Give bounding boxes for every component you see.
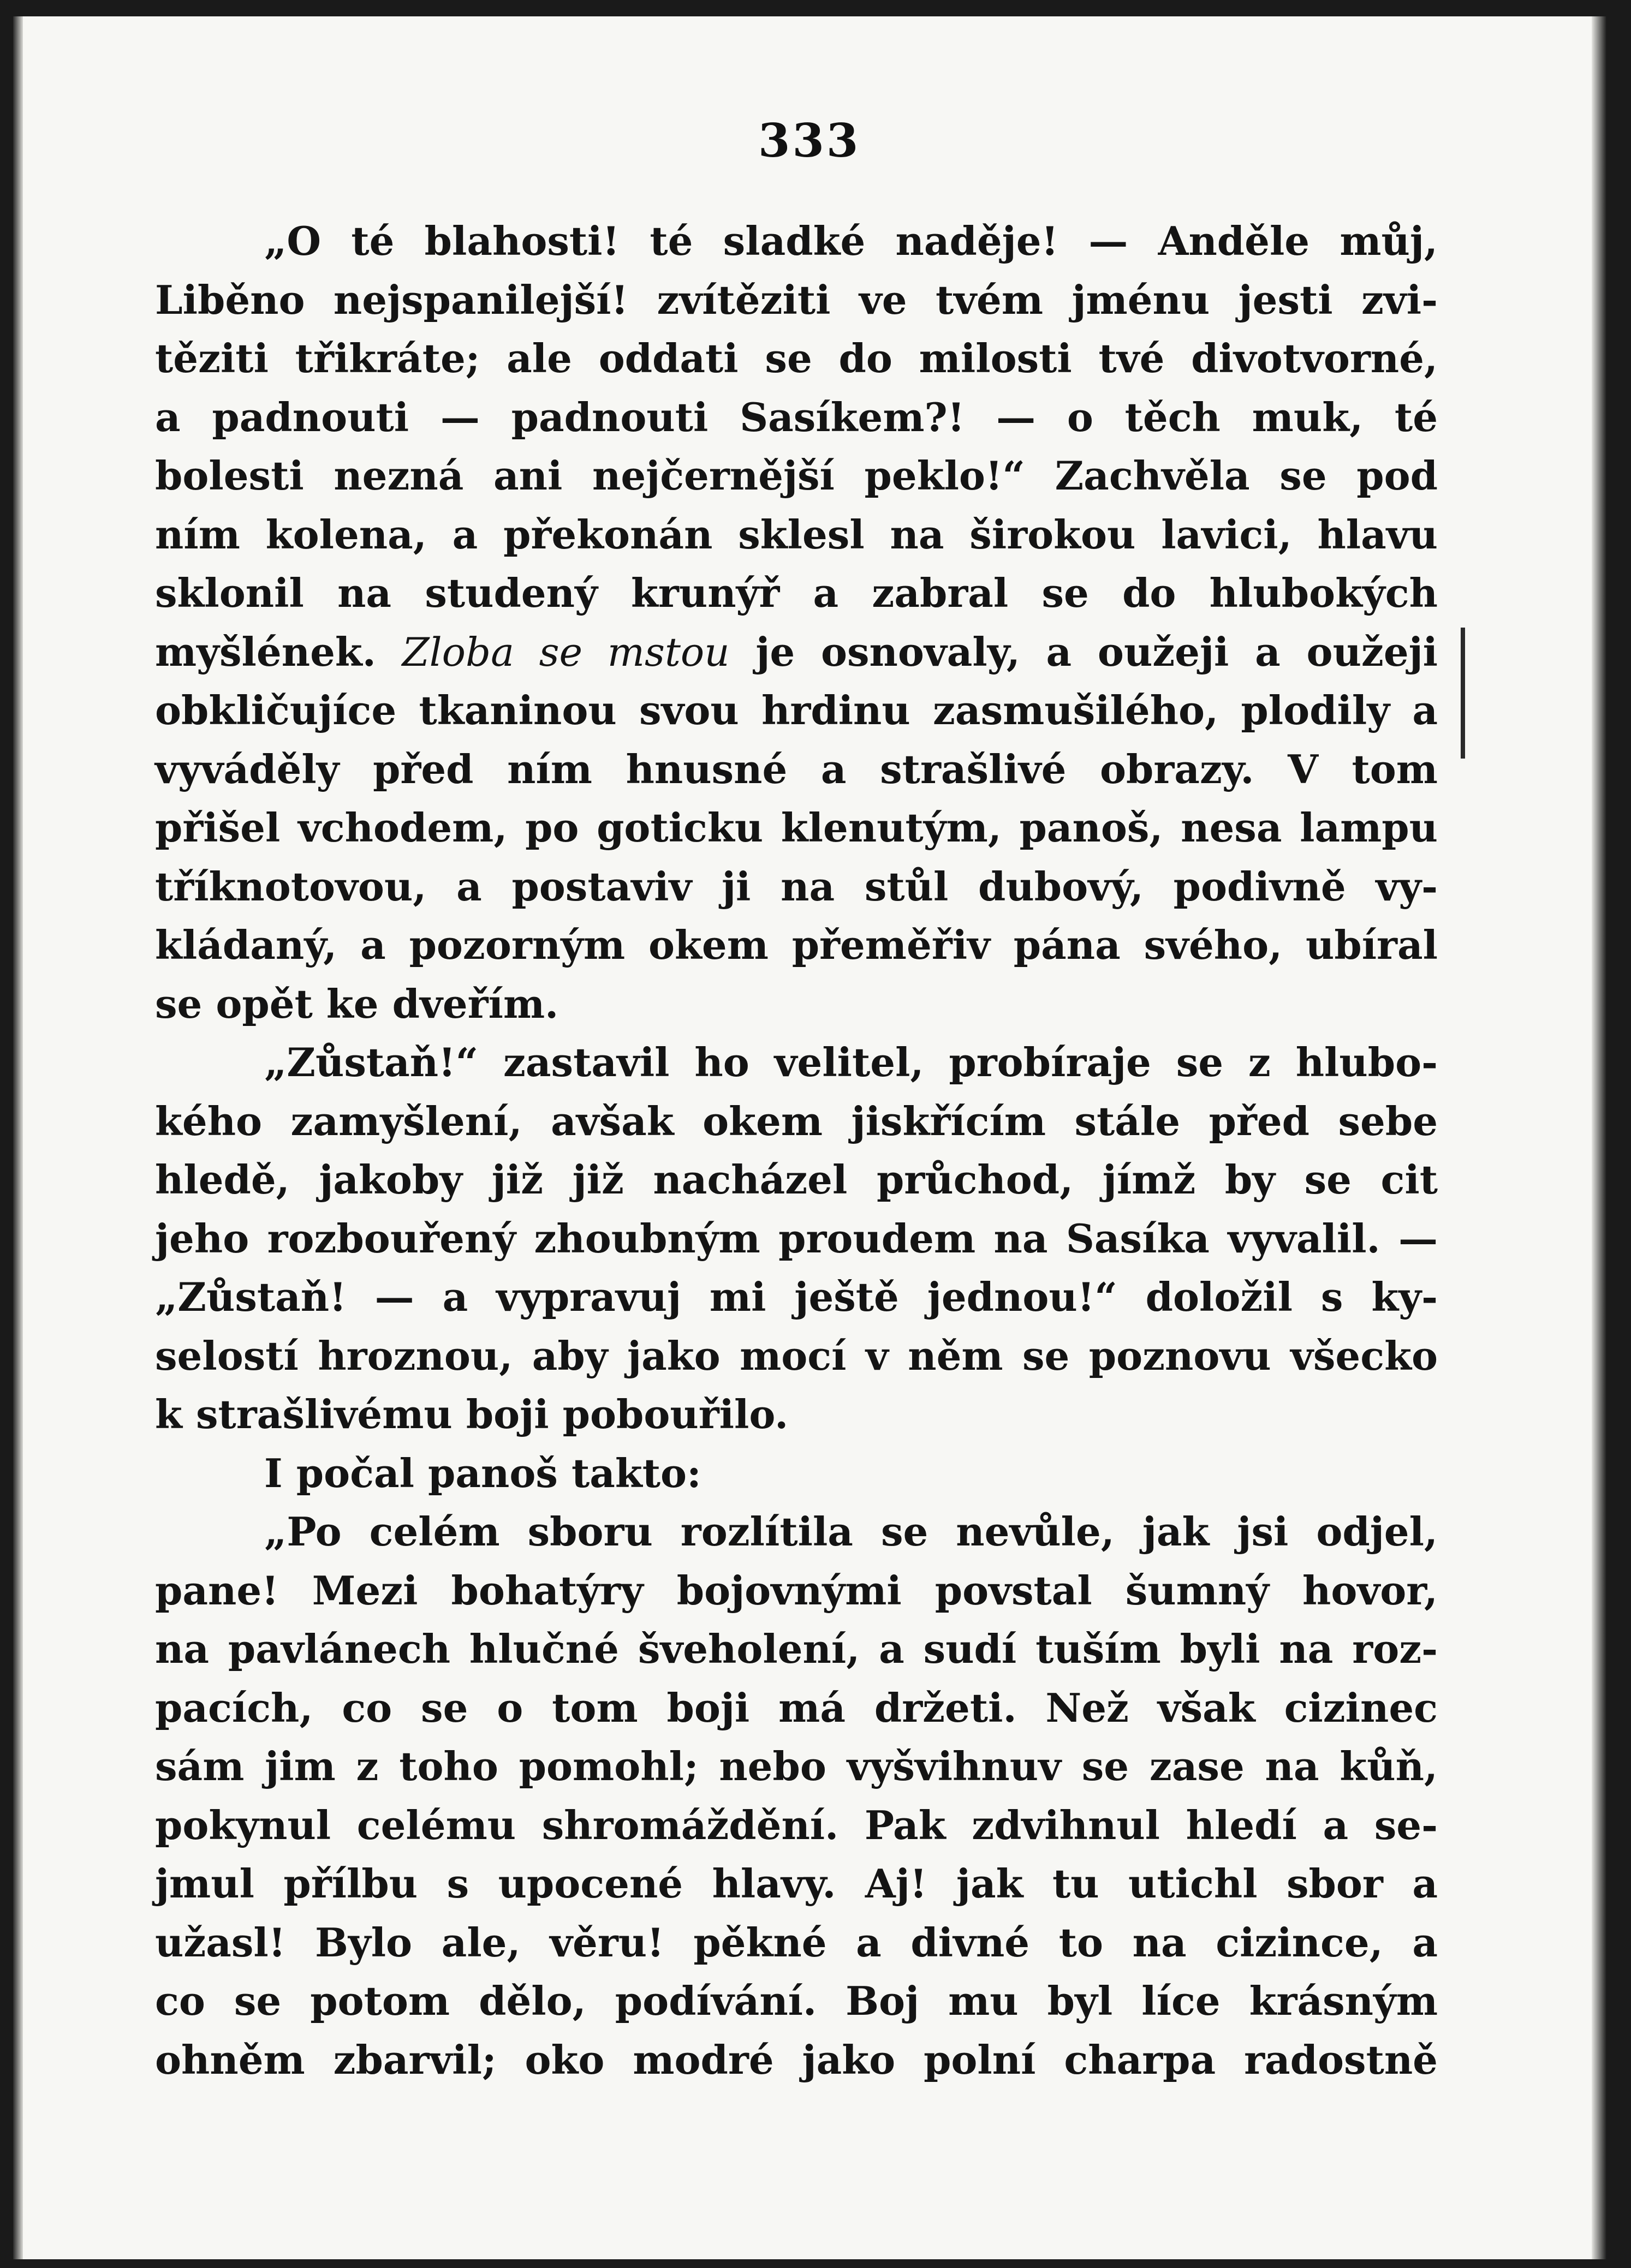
text-line: „O té blahosti! té sladké naděje! — Anděle můj, bbox=[264, 218, 1438, 264]
text-line: kládaný, a pozorným okem přeměřiv pána svého, ubíral bbox=[155, 922, 1438, 968]
text-line: Liběno nejspanilejší! zvítěziti ve tvém jménu jesti zvi- bbox=[155, 276, 1438, 323]
text-line: ním kolena, a překonán sklesl na širokou lavici, hlavu bbox=[155, 511, 1438, 558]
text-line: sklonil na studený krunýř a zabral se do hlubokých bbox=[155, 570, 1438, 616]
text-line: užasl! Bylo ale, věru! pěkné a divné to na cizince, a bbox=[155, 1919, 1438, 1966]
text-line: „Po celém sboru rozlítila se nevůle, jak jsi odjel, bbox=[264, 1508, 1438, 1555]
text-line: jmul přílbu s upocené hlavy. Aj! jak tu utichl sbor a bbox=[155, 1860, 1438, 1907]
page-number: 333 bbox=[758, 114, 861, 168]
text-line: těziti třikráte; ale oddati se do milosti tvé divotvorné, bbox=[155, 335, 1438, 381]
text-line: na pavlánech hlučné šveholení, a sudí tuším byli na roz- bbox=[155, 1626, 1438, 1672]
margin-mark bbox=[1461, 628, 1465, 759]
page-spine-shadow bbox=[13, 16, 23, 2259]
text-line: bolesti nezná ani nejčernější peklo!“ Zachvěla se pod bbox=[155, 452, 1438, 499]
text-line: pacích, co se o tom boji má držeti. Než však cizinec bbox=[155, 1684, 1438, 1731]
body-text bbox=[155, 212, 1438, 2089]
text-line: vyváděly před ním hnusné a strašlivé obrazy. V tom bbox=[155, 745, 1438, 792]
text-line: a padnouti — padnouti Sasíkem?! — o těch muk, té bbox=[155, 393, 1438, 440]
text-segment: myšlének. bbox=[155, 628, 402, 675]
text-line bbox=[155, 623, 1438, 682]
page-edge-shadow bbox=[1592, 16, 1607, 2259]
text-segment: je osnovaly, a oužeji a oužeji bbox=[729, 628, 1438, 675]
text-line: se opět ke dveřím. bbox=[155, 980, 559, 1027]
book-page bbox=[13, 16, 1607, 2259]
text-line: selostí hroznou, aby jako mocí v něm se poznovu všecko bbox=[155, 1332, 1438, 1379]
text-line: ohněm zbarvil; oko modré jako polní charpa radostně bbox=[155, 2036, 1438, 2083]
text-line: přišel vchodem, po goticku klenutým, panoš, nesa lampu bbox=[155, 804, 1438, 851]
text-line: pane! Mezi bohatýry bojovnými povstal šumný hovor, bbox=[155, 1567, 1438, 1614]
text-line: „Zůstaň! — a vypravuj mi ještě jednou!“ doložil s ky- bbox=[155, 1274, 1438, 1320]
text-line: „Zůstaň!“ zastavil ho velitel, probíraje se z hlubo- bbox=[264, 1039, 1438, 1085]
text-line: kého zamyšlení, avšak okem jiskřícím stále před sebe bbox=[155, 1097, 1438, 1144]
italic-phrase: Zloba se mstou bbox=[402, 629, 730, 675]
text-line: k strašlivému boji pobouřilo. bbox=[155, 1391, 789, 1437]
text-line: tříknotovou, a postaviv ji na stůl dubový, podivně vy- bbox=[155, 863, 1438, 910]
text-line: obkličujíce tkaninou svou hrdinu zasmušilého, plodily a bbox=[155, 687, 1438, 733]
text-line: I počal panoš takto: bbox=[264, 1449, 701, 1496]
text-line: pokynul celému shromáždění. Pak zdvihnul hledí a se- bbox=[155, 1801, 1438, 1848]
text-line: sám jim z toho pomohl; nebo vyšvihnuv se zase na kůň, bbox=[155, 1743, 1438, 1789]
text-line: co se potom dělo, podívání. Boj mu byl líce krásným bbox=[155, 1978, 1438, 2024]
text-line: hledě, jakoby již již nacházel průchod, jímž by se cit bbox=[155, 1156, 1438, 1203]
text-line: jeho rozbouřený zhoubným proudem na Sasíka vyvalil. — bbox=[155, 1215, 1438, 1262]
